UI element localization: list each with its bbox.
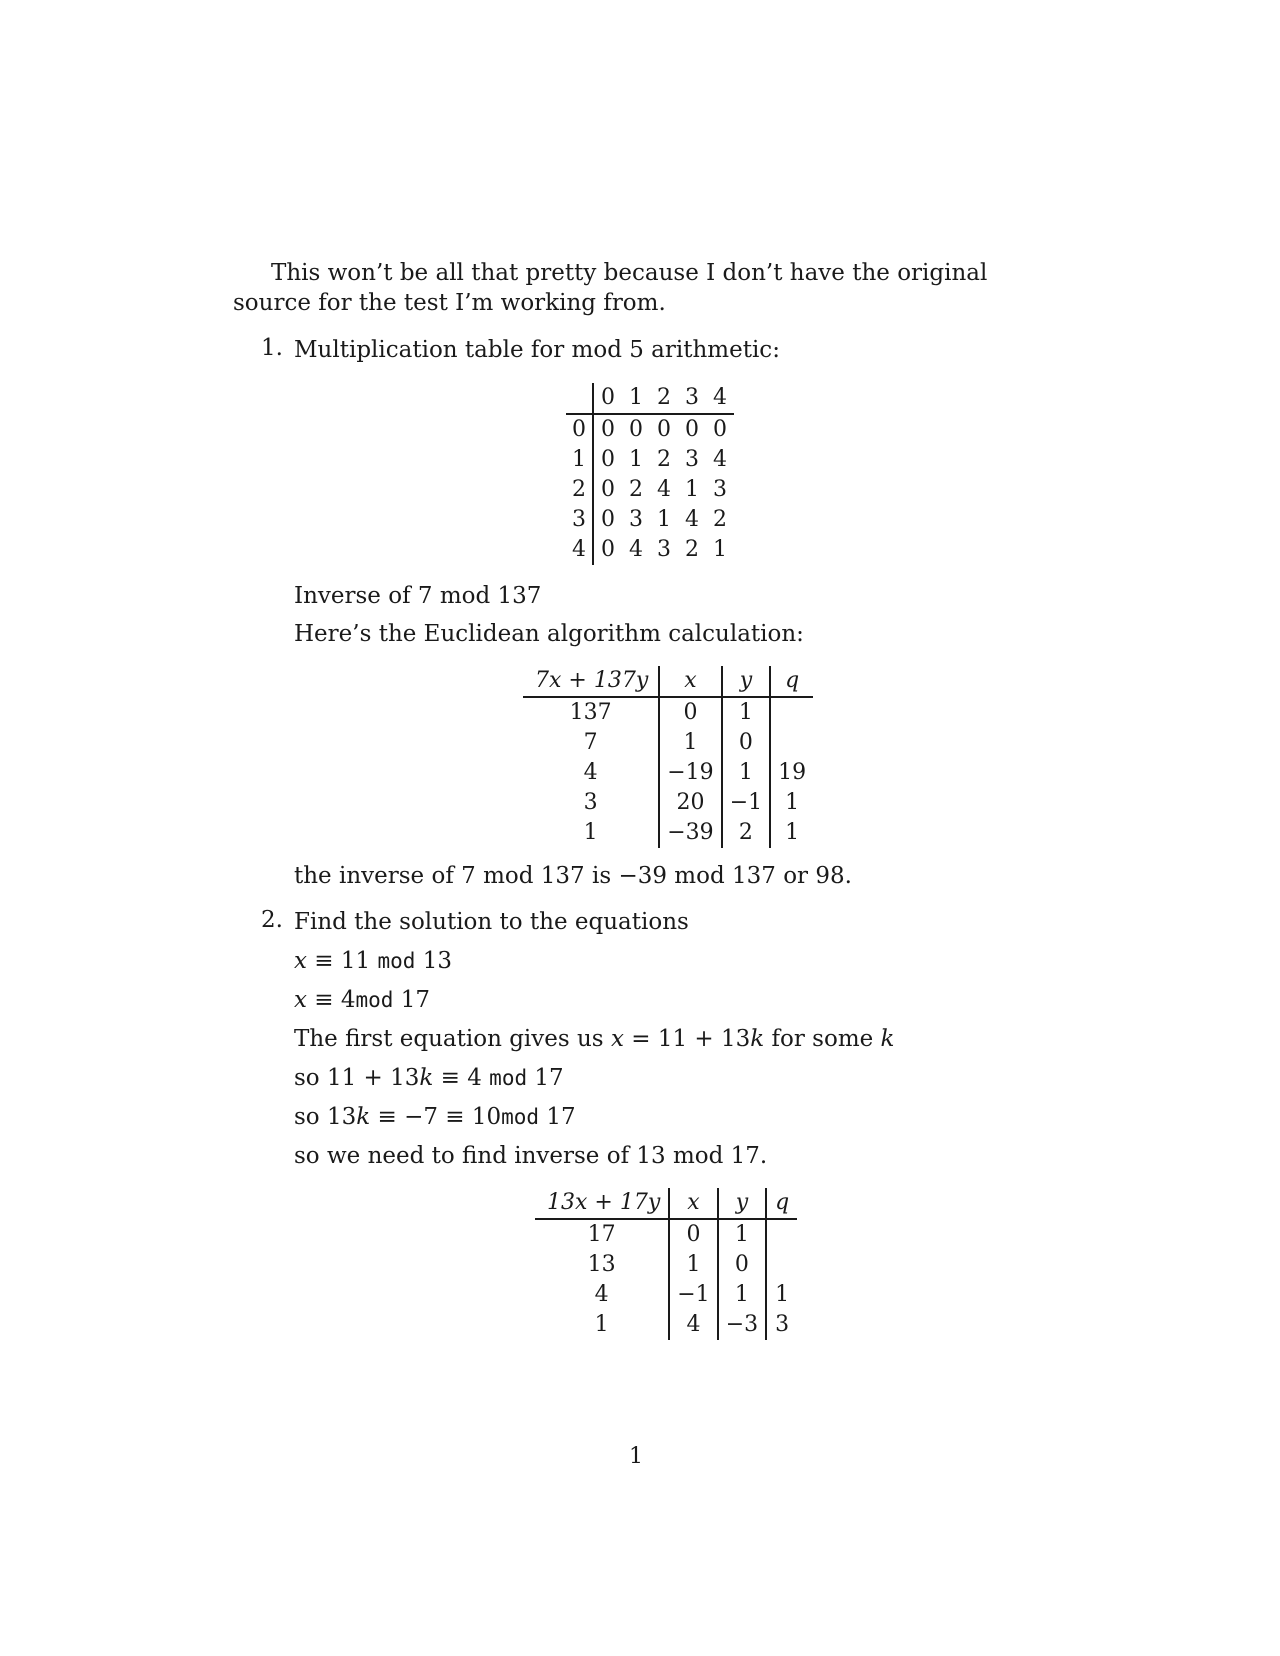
- table-header-row: [523, 666, 813, 697]
- table-header-cell: 4: [706, 383, 734, 414]
- table-cell: 3: [629, 507, 643, 532]
- page-number: 1: [629, 1444, 643, 1469]
- table-cell: 4: [713, 447, 727, 472]
- list-item-1: [233, 335, 1053, 891]
- table-cell: 2: [657, 447, 671, 472]
- table-cell: 1: [659, 728, 721, 758]
- table-row: [566, 475, 734, 505]
- table-row: [535, 1250, 797, 1280]
- mod-keyword: mod: [355, 988, 394, 1012]
- table-row: [523, 728, 813, 758]
- modulus: 17: [393, 987, 431, 1013]
- table-header-cell: x: [669, 1188, 717, 1219]
- var-k: k: [419, 1065, 434, 1091]
- modulus: 17: [527, 1065, 564, 1091]
- table-cell: 4: [669, 1310, 717, 1340]
- item-number: 1.: [261, 335, 283, 361]
- list-item-2: [233, 907, 1053, 1340]
- table-row: [566, 414, 734, 445]
- table-row: [566, 445, 734, 475]
- item-number: 2.: [261, 907, 283, 933]
- table-row: [523, 818, 813, 848]
- table-cell: −1: [722, 788, 770, 818]
- table-cell: 2: [629, 477, 643, 502]
- inverse-heading: Inverse of 7 mod 137: [294, 583, 542, 609]
- table-row: [523, 788, 813, 818]
- table-row: [535, 1280, 797, 1310]
- table-cell: [766, 1219, 797, 1250]
- table-cell: 0: [669, 1219, 717, 1250]
- text-segment: The first equation gives us: [294, 1026, 611, 1052]
- table-header-cell: 13x + 17y: [535, 1188, 669, 1219]
- table-cell: 0: [601, 477, 615, 502]
- table-header-cell: q: [766, 1188, 797, 1219]
- equation-1: [294, 946, 1053, 976]
- table-cell: 1: [685, 477, 699, 502]
- table-cell: 17: [535, 1219, 669, 1250]
- table-cell: 1: [535, 1310, 669, 1340]
- table-cell: 7: [523, 728, 659, 758]
- table-cell: 4: [657, 477, 671, 502]
- table-cell: 3: [685, 447, 699, 472]
- row-label: 1: [566, 445, 593, 475]
- derivation-line-4: so we need to find inverse of 13 mod 17.: [294, 1143, 768, 1169]
- row-label: 2: [566, 475, 593, 505]
- var-x: x: [294, 987, 307, 1013]
- var-x: x: [294, 948, 307, 974]
- table-cell: 4: [629, 537, 643, 562]
- eq-relation: ≡ 11: [306, 948, 378, 974]
- table-cell: −3: [718, 1310, 766, 1340]
- table-cell: 4: [523, 758, 659, 788]
- table-cell: 0: [601, 447, 615, 472]
- table-cell: 137: [523, 697, 659, 728]
- table-row: [566, 535, 734, 565]
- table-cell: 1: [713, 537, 727, 562]
- table-cell: 0: [601, 507, 615, 532]
- row-label: 0: [566, 414, 593, 445]
- table-cell: 0: [601, 417, 615, 442]
- table-cell: 1: [629, 447, 643, 472]
- table-header-cell: 3: [678, 383, 706, 414]
- item1-conclusion: the inverse of 7 mod 137 is −39 mod 137 or 98.: [294, 863, 852, 889]
- table-header-cell: y: [722, 666, 770, 697]
- table-cell: 1: [785, 790, 800, 815]
- euclid-heading: Here’s the Euclidean algorithm calculation:: [294, 621, 804, 647]
- mod-keyword: mod: [377, 949, 416, 973]
- text-segment: for some: [764, 1026, 881, 1052]
- mult-table-wrap: [566, 383, 1053, 565]
- table-cell: [766, 1250, 797, 1280]
- euclid-table-2-wrap: [535, 1188, 1053, 1340]
- item-title: Multiplication table for mod 5 arithmetic:: [294, 337, 780, 363]
- derivation-line-2: [294, 1063, 1053, 1093]
- table-cell: 1: [722, 697, 770, 728]
- table-cell: 0: [722, 728, 770, 758]
- mult-table: [566, 383, 734, 565]
- table-header-cell: q: [770, 666, 813, 697]
- text-segment: ≡ −7 ≡ 10: [370, 1104, 502, 1130]
- equation-2: [294, 985, 1053, 1015]
- text-segment: ≡ 4: [433, 1065, 490, 1091]
- table-cell: 13: [535, 1250, 669, 1280]
- table-row: [523, 697, 813, 728]
- table-cell: 0: [601, 537, 615, 562]
- table-header-row: [566, 383, 734, 414]
- mod-keyword: mod: [489, 1066, 528, 1090]
- table-cell: 2: [722, 818, 770, 848]
- table-cell: 2: [685, 537, 699, 562]
- derivation-line-3: [294, 1102, 1053, 1132]
- table-header-cell: y: [718, 1188, 766, 1219]
- table-cell: 1: [523, 818, 659, 848]
- var-k: k: [356, 1104, 371, 1130]
- table-header-cell: 2: [650, 383, 678, 414]
- intro-paragraph: This won’t be all that pretty because I don’t have the original source for the test I’m working from.: [233, 260, 988, 316]
- table-cell: 0: [718, 1250, 766, 1280]
- table-cell: −19: [659, 758, 721, 788]
- table-cell: 0: [629, 417, 643, 442]
- mod-keyword: mod: [501, 1105, 540, 1129]
- table-cell: 1: [722, 758, 770, 788]
- table-header-cell: 7x + 137y: [523, 666, 659, 697]
- table-cell: 1: [718, 1219, 766, 1250]
- table-header-cell: 1: [622, 383, 650, 414]
- euclid-table-1: [523, 666, 813, 848]
- text-segment: so 11 + 13: [294, 1065, 420, 1091]
- var-x: x: [610, 1026, 624, 1052]
- table-cell: [770, 697, 813, 728]
- item-title: Find the solution to the equations: [294, 909, 689, 935]
- table-cell: 3: [657, 537, 671, 562]
- table-cell: −39: [659, 818, 721, 848]
- var-k: k: [880, 1026, 895, 1052]
- derivation-line-1: [294, 1024, 1053, 1054]
- text-segment: = 11 + 13: [623, 1026, 751, 1052]
- table-cell: 1: [785, 820, 800, 845]
- table-cell: 1: [775, 1282, 790, 1307]
- table-row: [566, 505, 734, 535]
- document-page: [233, 258, 1053, 1340]
- table-cell: 0: [659, 697, 721, 728]
- row-label: 3: [566, 505, 593, 535]
- table-cell: 1: [718, 1280, 766, 1310]
- table-cell: 20: [659, 788, 721, 818]
- table-cell: 3: [775, 1312, 790, 1337]
- table-cell: 3: [523, 788, 659, 818]
- table-row: [535, 1219, 797, 1250]
- table-cell: 1: [669, 1250, 717, 1280]
- table-row: [535, 1310, 797, 1340]
- var-k: k: [750, 1026, 765, 1052]
- table-cell: 19: [778, 760, 807, 785]
- table-cell: 4: [535, 1280, 669, 1310]
- eq-relation: ≡ 4: [306, 987, 356, 1013]
- text-segment: so 13: [294, 1104, 357, 1130]
- table-row: [523, 758, 813, 788]
- euclid-table-2: [535, 1188, 797, 1340]
- euclid-table-1-wrap: [523, 666, 1053, 848]
- table-cell: 0: [713, 417, 727, 442]
- table-cell: 0: [657, 417, 671, 442]
- modulus: 17: [539, 1104, 576, 1130]
- table-cell: 3: [713, 477, 727, 502]
- table-cell: −1: [669, 1280, 717, 1310]
- table-header-cell: 0: [593, 383, 622, 414]
- modulus: 13: [415, 948, 452, 974]
- table-cell: [770, 728, 813, 758]
- table-cell: 1: [657, 507, 671, 532]
- table-cell: 2: [713, 507, 727, 532]
- row-label: 4: [566, 535, 593, 565]
- table-header-row: [535, 1188, 797, 1219]
- table-corner-cell: [566, 383, 593, 414]
- table-cell: 0: [685, 417, 699, 442]
- table-cell: 4: [685, 507, 699, 532]
- table-header-cell: x: [659, 666, 721, 697]
